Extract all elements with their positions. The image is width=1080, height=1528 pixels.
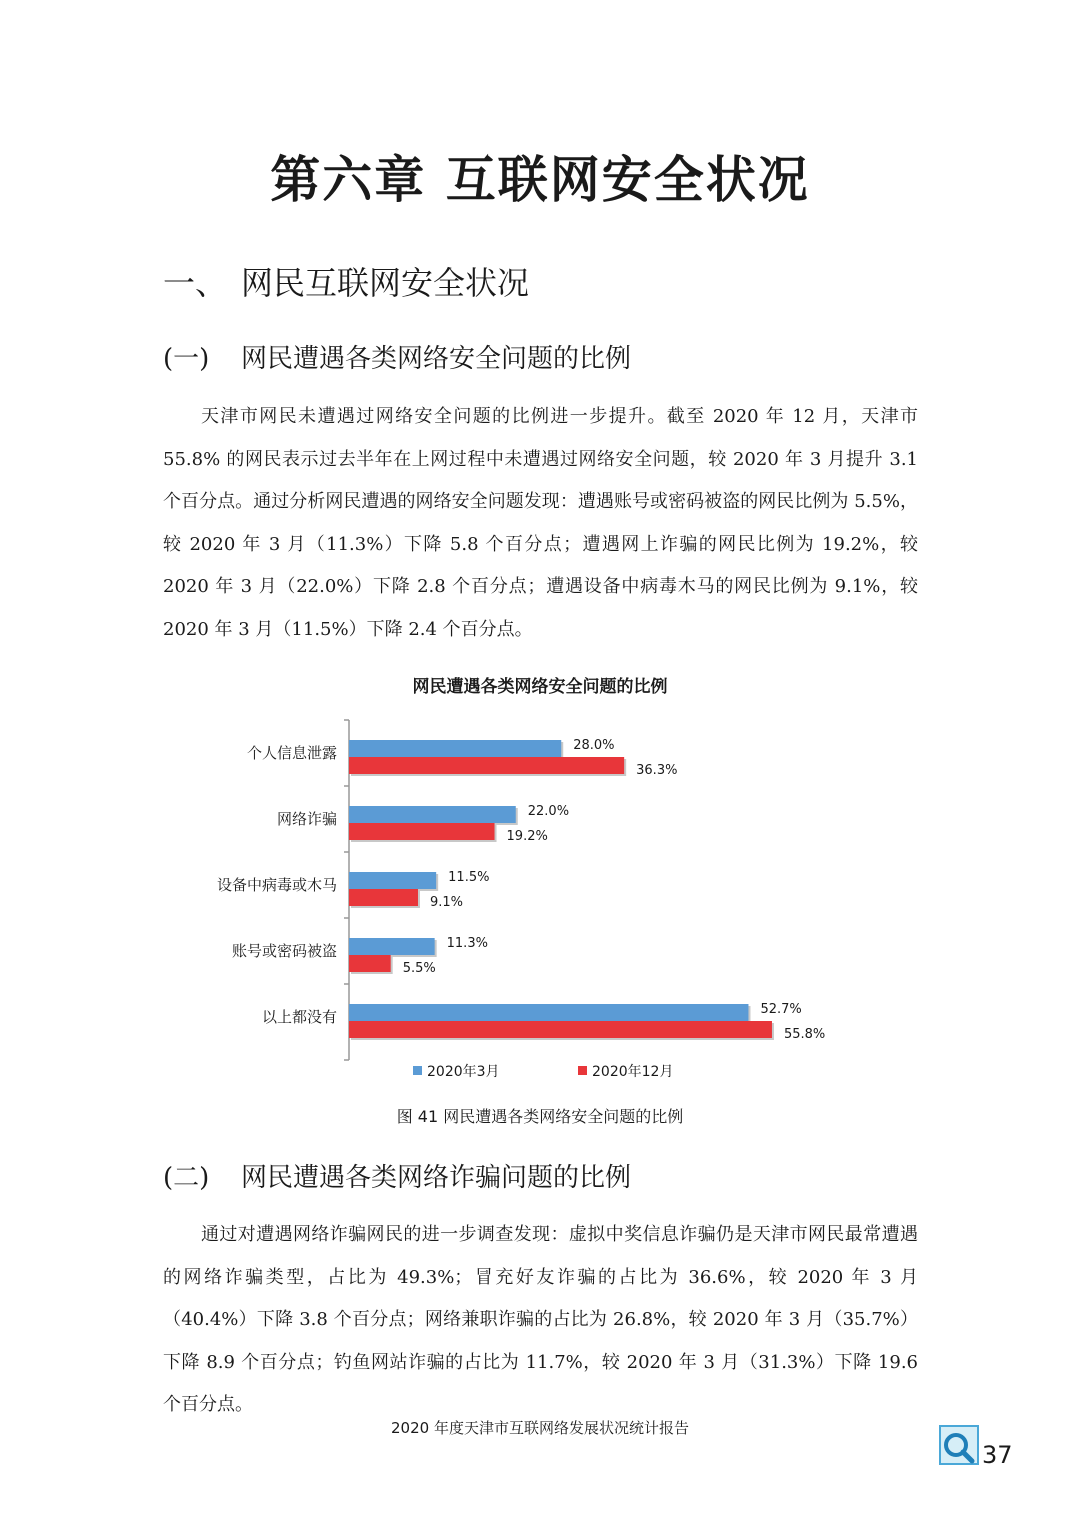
bar-mar-2020 (349, 938, 435, 955)
data-label: 28.0% (573, 738, 615, 753)
legend-swatch (413, 1066, 422, 1075)
section-title: 网民互联网安全状况 (241, 264, 530, 302)
legend-swatch (578, 1066, 587, 1075)
subsection-title: 网民遭遇各类网络安全问题的比例 (241, 344, 632, 374)
subsection-heading-1 (163, 338, 631, 375)
data-label: 5.5% (402, 961, 436, 976)
bar-dec-2020 (349, 889, 418, 906)
data-label: 36.3% (636, 763, 678, 778)
bar-dec-2020 (349, 1021, 772, 1038)
data-label: 11.3% (446, 936, 488, 951)
magnifier-logo-icon (939, 1425, 979, 1465)
paragraph-2: 通过对遭遇网络诈骗网民的进一步调查发现：虚拟中奖信息诈骗仍是天津市网民最常遭遇的网络诈骗类型，占比为 49.3%；冒充好友诈骗的占比为 36.6%，较 2020 年 3 月（40.4%）下降 3.8 个百分点；网络兼职诈骗的占比为 26.8%，较 2020 年 3 月（35.7%）下降 8.9 个百分点；钓鱼网站诈骗的占比为 11.7%，较 2020 年 3 月（31.3%）下降 19.6 个百分点。 (163, 1224, 918, 1415)
subsection-title: 网民遭遇各类网络诈骗问题的比例 (241, 1163, 632, 1193)
bar-mar-2020 (349, 740, 561, 757)
figure-caption: 图 41 网民遭遇各类网络安全问题的比例 (396, 1107, 684, 1126)
category-label: 网络诈骗 (276, 810, 337, 828)
subsection-heading-2 (163, 1157, 631, 1194)
data-label: 11.5% (448, 870, 490, 885)
legend-label: 2020年3月 (427, 1064, 500, 1080)
category-label: 设备中病毒或木马 (216, 876, 337, 894)
bar-dec-2020 (349, 955, 391, 972)
chart-title: 网民遭遇各类网络安全问题的比例 (412, 677, 668, 697)
data-label: 9.1% (429, 895, 464, 910)
category-label: 账号或密码被盗 (231, 942, 337, 960)
legend-label: 2020年12月 (592, 1064, 674, 1080)
paragraph-1: 天津市网民未遭遇过网络安全问题的比例进一步提升。截至 2020 年 12 月，天津市 55.8% 的网民表示过去半年在上网过程中未遭遇过网络安全问题，较 2020 年 3 月提升 3.1 个百分点。通过分析网民遭遇的网络安全问题发现：遭遇账号或密码被盗的网民比例为 5.5%，较 2020 年 3 月（11.3%）下降 5.8 个百分点；遭遇网上诈骗的网民比例为 19.2%，较 2020 年 3 月（22.0%）下降 2.8 个百分点；遭遇设备中病毒木马的网民比例为 9.1%，较 2020 年 3 月（11.5%）下降 2.4 个百分点。 (163, 406, 918, 640)
bar-mar-2020 (349, 1004, 748, 1021)
bar-chart (0, 660, 1080, 1100)
category-label: 以上都没有 (261, 1008, 337, 1026)
bar-dec-2020 (349, 757, 624, 774)
subsection-number: (二) (163, 1163, 210, 1193)
section-number: 一、 (163, 264, 228, 302)
bar-mar-2020 (349, 872, 436, 889)
data-label: 52.7% (760, 1002, 802, 1017)
bar-mar-2020 (349, 806, 516, 823)
bar-dec-2020 (349, 823, 495, 840)
data-label: 19.2% (506, 829, 548, 844)
data-label: 55.8% (783, 1027, 826, 1042)
subsection-number: (一) (163, 344, 210, 374)
page-number: 37 (982, 1441, 1013, 1469)
section-heading (163, 258, 529, 304)
data-label: 22.0% (527, 804, 570, 819)
chapter-title: 第六章 互联网安全状况 (270, 150, 810, 209)
footer-text: 2020 年度天津市互联网络发展状况统计报告 (391, 1419, 689, 1437)
category-label: 个人信息泄露 (246, 744, 337, 762)
